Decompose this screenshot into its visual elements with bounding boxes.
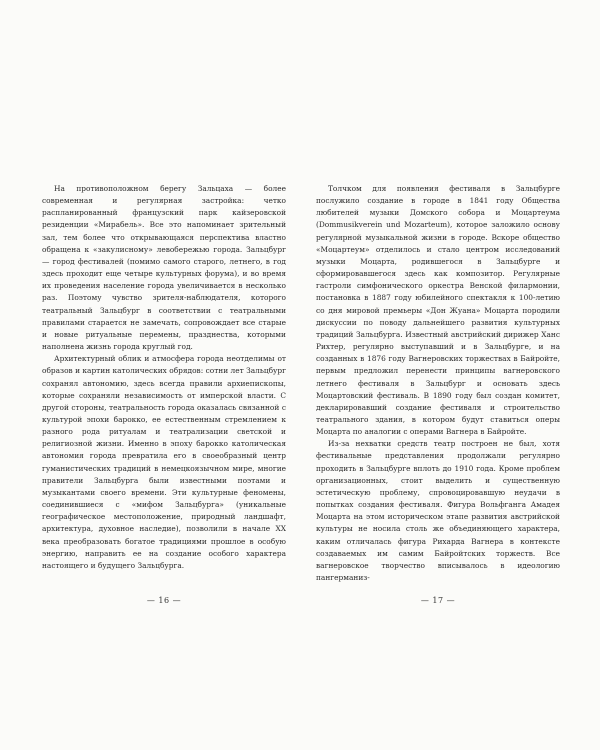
paragraph: На противоположном берегу Зальцаха — более современная и регулярная застройка: четко распланированный французский парк кайзеровской резиденции «Мирабель». Все это напоминает зрительный зал, тем более что открывающаяся перспектива властно обращена к «закулисному» левобережью города. Зальцбург — город фестивалей (помимо самого старого, летнего, в год здесь проходит еще четыре культурных форума), и во время их проведения население города увеличивается в несколько раз. Поэтому чувство зрителя-наблюдателя, которого театральный Зальцбург в соответствии с театральными правилами старается не замечать, сопровождает все старые и новые ритуальные перемены, празднества, которыми наполнена жизнь города круглый год. bbox=[42, 184, 286, 352]
page-number: — 16 — bbox=[146, 596, 182, 605]
paragraph: Из-за нехватки средств театр построен не был, хотя фестивальные представления продолжали регулярно проходить в Зальцбурге вплоть до 1910 года. Кроме проблем организационных, стоит выделить и существенную эстетическую проблему, спровоцировавшую неудачи в попытках создания фестиваля. Фигура Вольфганга Амадея Моцарта на этом историческом этапе развития австрийской культуры не носила столь же объединяющего характера, каким отличалась фигура Рихарда Вагнера в контексте создаваемых им самим Байройтских торжеств. Все вагнеровское творчество вписывалось в идеологию пангерманиз- bbox=[316, 439, 560, 582]
left-page-text bbox=[42, 183, 286, 572]
left-page bbox=[42, 183, 286, 605]
paragraph: Архитектурный облик и атмосфера города неотделимы от образов и картин католических обрядов: сотни лет Зальцбург сохранял автономию, здесь всегда правили архиепископы, которые сохраняли независимость от имперской власти. С другой стороны, театральность города оказалась связанной с культурой эпохи барокко, ее естественным стремлением к разного рода ритуалам и театрализации светской и религиозной жизни. Именно в эпоху барокко католическая автономия города превратила его в своеобразный центр гуманистических традиций в немецкоязычном мире, многие правители Зальцбурга были известными поэтами и музыкантами своего времени. Эти культурные феномены, соединившиеся с «мифом Зальцбурга» (уникальные географическое местоположение, природный ландшафт, архитектура, духовное наследие), позволили в начале XX века преобразовать богатое традициями прошлое в особую энергию, направить ее на создание особого характера настоящего и будущего Зальцбурга. bbox=[42, 354, 286, 570]
page-number: — 17 — bbox=[420, 596, 456, 605]
right-page-text bbox=[316, 183, 560, 584]
paragraph: Толчком для появления фестиваля в Зальцбурге послужило создание в городе в 1841 году Общества любителей музыки Домского собора и Моцартеума (Dommusikverein und Mozarteum), которое заложило основу регулярной музыкальной жизни в городе. Вскоре общество «Моцартеум» отделилось и стало центром исследований музыки Моцарта, родившегося в Зальцбурге и сформировавшегося здесь как композитор. Регулярные гастроли симфонического оркестра Венской филармонии, постановка в 1887 году юбилейного спектакля к 100-летию со дня мировой премьеры «Дон Жуана» Моцарта породили дискуссии по поводу дальнейшего развития культурных традиций Зальцбурга. Известный австрийский дирижер Ханс Рихтер, регулярно выступавший и в Зальцбурге, и на созданных в 1876 году Вагнеровских торжествах в Байройте, первым предложил перенести принципы вагнеровского летнего фестиваля в Зальцбург и основать здесь Моцартовский фестиваль. В 1890 году был создан комитет, декларировавший создание фестиваля и строительство театрального здания, в котором будут ставиться оперы Моцарта по аналогии с операми Вагнера в Байройте. bbox=[316, 184, 560, 437]
right-page bbox=[316, 183, 560, 605]
